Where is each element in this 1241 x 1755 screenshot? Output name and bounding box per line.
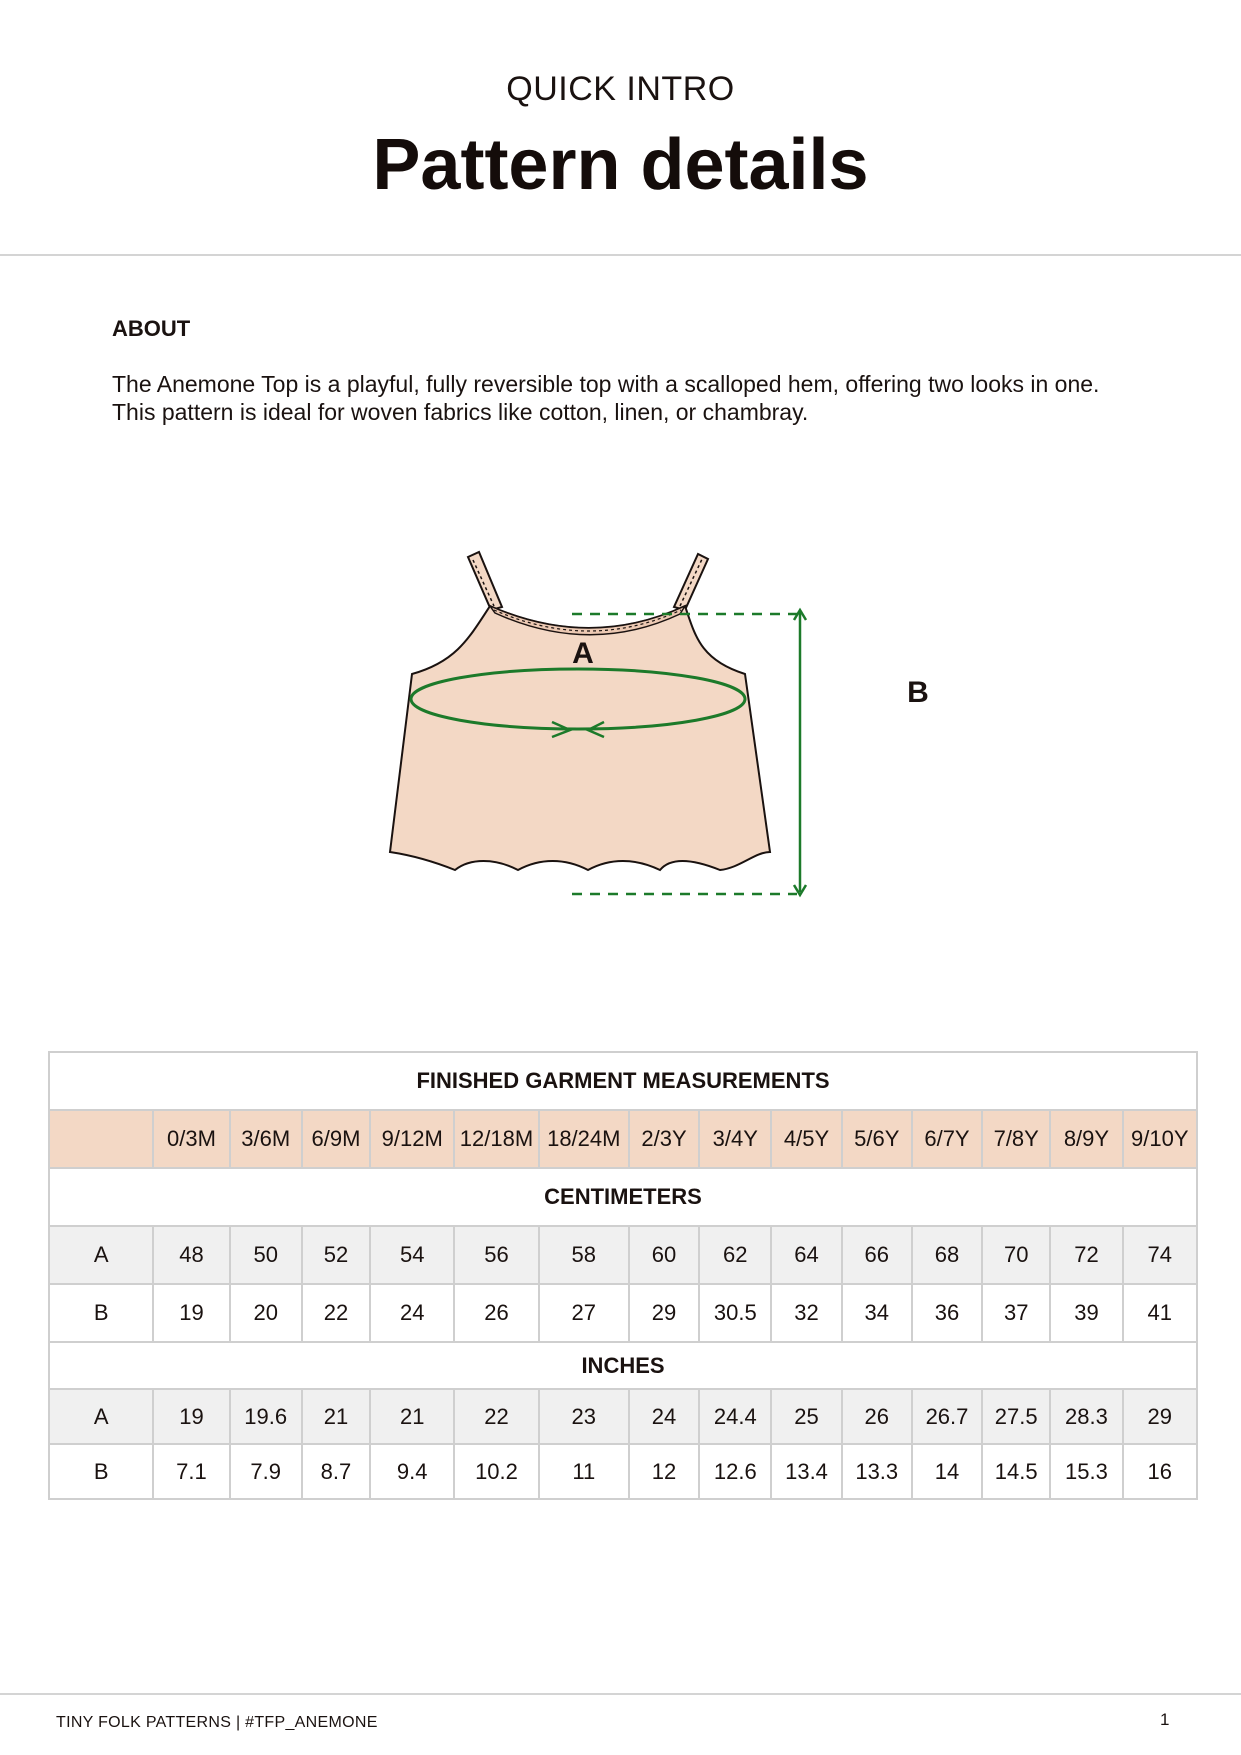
table-cell: 21 — [302, 1389, 370, 1444]
table-title: FINISHED GARMENT MEASUREMENTS — [49, 1052, 1197, 1110]
size-header: 9/12M — [370, 1110, 454, 1168]
table-cell: 13.4 — [771, 1444, 841, 1499]
table-cell: 26 — [454, 1284, 538, 1342]
row-label: A — [49, 1389, 153, 1444]
footer-brand: TINY FOLK PATTERNS | #TFP_ANEMONE — [56, 1714, 378, 1731]
table-cell: 52 — [302, 1226, 370, 1284]
table-cell: 13.3 — [842, 1444, 912, 1499]
label-b: B — [907, 676, 929, 709]
table-cell: 24 — [629, 1389, 699, 1444]
label-a: A — [572, 637, 594, 670]
size-header: 7/8Y — [982, 1110, 1050, 1168]
table-cell: 72 — [1050, 1226, 1122, 1284]
table-cell: 56 — [454, 1226, 538, 1284]
size-header: 8/9Y — [1050, 1110, 1122, 1168]
table-cell: 8.7 — [302, 1444, 370, 1499]
section-label-centimeters: CENTIMETERS — [49, 1168, 1197, 1226]
table-cell: 66 — [842, 1226, 912, 1284]
size-header: 3/6M — [230, 1110, 302, 1168]
table-cell: 64 — [771, 1226, 841, 1284]
size-header: 18/24M — [539, 1110, 629, 1168]
table-cell: 12 — [629, 1444, 699, 1499]
table-cell: 20 — [230, 1284, 302, 1342]
table-cell: 28.3 — [1050, 1389, 1122, 1444]
table-row — [49, 1284, 1197, 1342]
table-cell: 68 — [912, 1226, 982, 1284]
table-cell: 15.3 — [1050, 1444, 1122, 1499]
table-cell: 29 — [1123, 1389, 1197, 1444]
measurements-table-wrap — [48, 1051, 1198, 1500]
table-cell: 29 — [629, 1284, 699, 1342]
table-cell: 32 — [771, 1284, 841, 1342]
table-cell: 37 — [982, 1284, 1050, 1342]
table-row — [49, 1444, 1197, 1499]
table-cell: 16 — [1123, 1444, 1197, 1499]
size-header: 2/3Y — [629, 1110, 699, 1168]
about-heading: ABOUT — [112, 316, 191, 341]
table-cell: 22 — [302, 1284, 370, 1342]
table-row — [49, 1389, 1197, 1444]
table-cell: 27.5 — [982, 1389, 1050, 1444]
table-cell: 27 — [539, 1284, 629, 1342]
table-cell: 19 — [153, 1389, 229, 1444]
table-cell: 70 — [982, 1226, 1050, 1284]
size-header: 9/10Y — [1123, 1110, 1197, 1168]
table-cell: 19 — [153, 1284, 229, 1342]
table-cell: 30.5 — [699, 1284, 771, 1342]
table-cell: 26.7 — [912, 1389, 982, 1444]
size-header: 0/3M — [153, 1110, 229, 1168]
table-cell: 19.6 — [230, 1389, 302, 1444]
size-header: 6/7Y — [912, 1110, 982, 1168]
table-cell: 62 — [699, 1226, 771, 1284]
table-cell: 54 — [370, 1226, 454, 1284]
measurements-table — [48, 1051, 1198, 1500]
size-header: 4/5Y — [771, 1110, 841, 1168]
size-header: 12/18M — [454, 1110, 538, 1168]
footer-divider — [0, 1693, 1241, 1695]
table-cell: 26 — [842, 1389, 912, 1444]
table-cell: 50 — [230, 1226, 302, 1284]
size-header: 6/9M — [302, 1110, 370, 1168]
header-divider — [0, 254, 1241, 256]
size-header-row — [49, 1110, 1197, 1168]
table-cell: 60 — [629, 1226, 699, 1284]
table-cell: 74 — [1123, 1226, 1197, 1284]
about-text: The Anemone Top is a playful, fully reversible top with a scalloped hem, offering two looks in one. This pattern is ideal for woven fabrics like cotton, linen, or chambray. — [112, 371, 1100, 425]
table-cell: 9.4 — [370, 1444, 454, 1499]
table-cell: 36 — [912, 1284, 982, 1342]
table-cell: 11 — [539, 1444, 629, 1499]
table-cell: 41 — [1123, 1284, 1197, 1342]
row-label: B — [49, 1444, 153, 1499]
size-header: 5/6Y — [842, 1110, 912, 1168]
table-cell: 23 — [539, 1389, 629, 1444]
page-number: 1 — [1160, 1710, 1170, 1729]
table-cell: 12.6 — [699, 1444, 771, 1499]
page-title: Pattern details — [372, 125, 869, 205]
table-cell: 21 — [370, 1389, 454, 1444]
table-cell: 24.4 — [699, 1389, 771, 1444]
table-cell: 24 — [370, 1284, 454, 1342]
section-eyebrow: QUICK INTRO — [506, 70, 735, 108]
table-cell: 22 — [454, 1389, 538, 1444]
table-cell: 7.1 — [153, 1444, 229, 1499]
table-cell: 7.9 — [230, 1444, 302, 1499]
table-cell: 14 — [912, 1444, 982, 1499]
table-row — [49, 1226, 1197, 1284]
row-label: B — [49, 1284, 153, 1342]
section-label-inches: INCHES — [49, 1342, 1197, 1389]
size-header: 3/4Y — [699, 1110, 771, 1168]
table-cell: 10.2 — [454, 1444, 538, 1499]
table-cell: 25 — [771, 1389, 841, 1444]
table-cell: 39 — [1050, 1284, 1122, 1342]
size-header-corner — [49, 1110, 153, 1168]
table-cell: 58 — [539, 1226, 629, 1284]
table-cell: 48 — [153, 1226, 229, 1284]
table-cell: 14.5 — [982, 1444, 1050, 1499]
row-label: A — [49, 1226, 153, 1284]
table-cell: 34 — [842, 1284, 912, 1342]
garment-diagram — [360, 540, 960, 910]
